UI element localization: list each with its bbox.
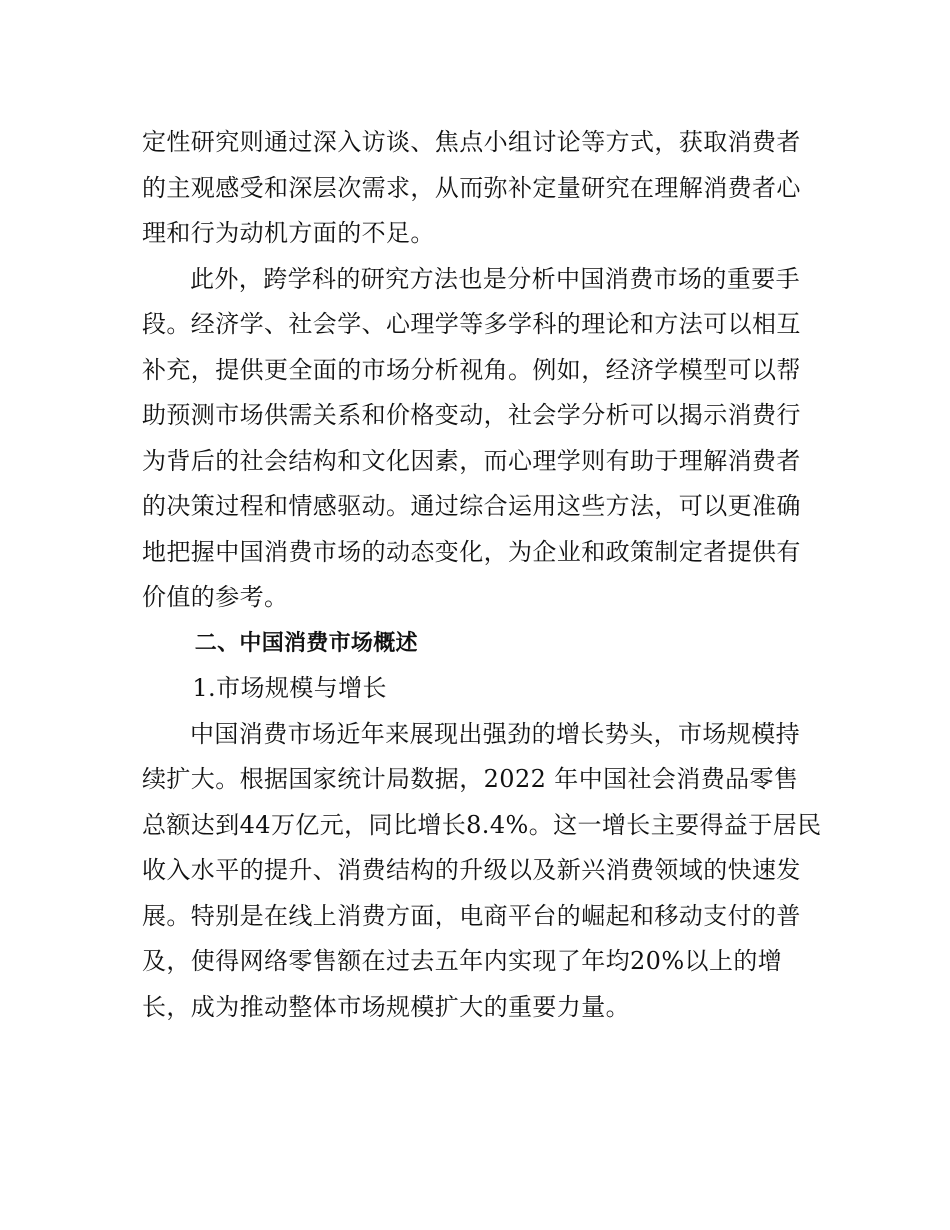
paragraph-qualitative-research: 定性研究则通过深入访谈、焦点小组讨论等方式，获取消费者的主观感受和深层次需求，从而弥补定量研究在理解消费者心理和行为动机方面的不足。 (142, 128, 801, 247)
paragraph-interdisciplinary-methods: 此外，跨学科的研究方法也是分析中国消费市场的重要手段。经济学、社会学、心理学等多学科的理论和方法可以相互补充，提供更全面的市场分析视角。例如，经济学模型可以帮助预测市场供需关系和价格变动，社会学分析可以揭示消费行为背后的社会结构和文化因素，而心理学则有助于理解消费者的决策过程和情感驱动。通过综合运用这些方法，可以更准确地把握中国消费市场的动态变化，为企业和政策制定者提供有价值的参考。 (142, 264, 801, 611)
section-heading: 二、中国消费市场概述 (194, 630, 418, 656)
subsection-heading: 1.市场规模与增长 (192, 674, 387, 702)
document-body (142, 120, 822, 1030)
paragraph-market-scale-growth: 中国消费市场近年来展现出强劲的增长势头，市场规模持续扩大。根据国家统计局数据，2022 年中国社会消费品零售总额达到44万亿元，同比增长8.4%。这一增长主要得益于居民收入水平的提升、消费结构的升级以及新兴消费领域的快速发展。特别是在线上消费方面，电商平台的崛起和移动支付的普及，使得网络零售额在过去五年内实现了年均20%以上的增长，成为推动整体市场规模扩大的重要力量。 (142, 719, 822, 1021)
